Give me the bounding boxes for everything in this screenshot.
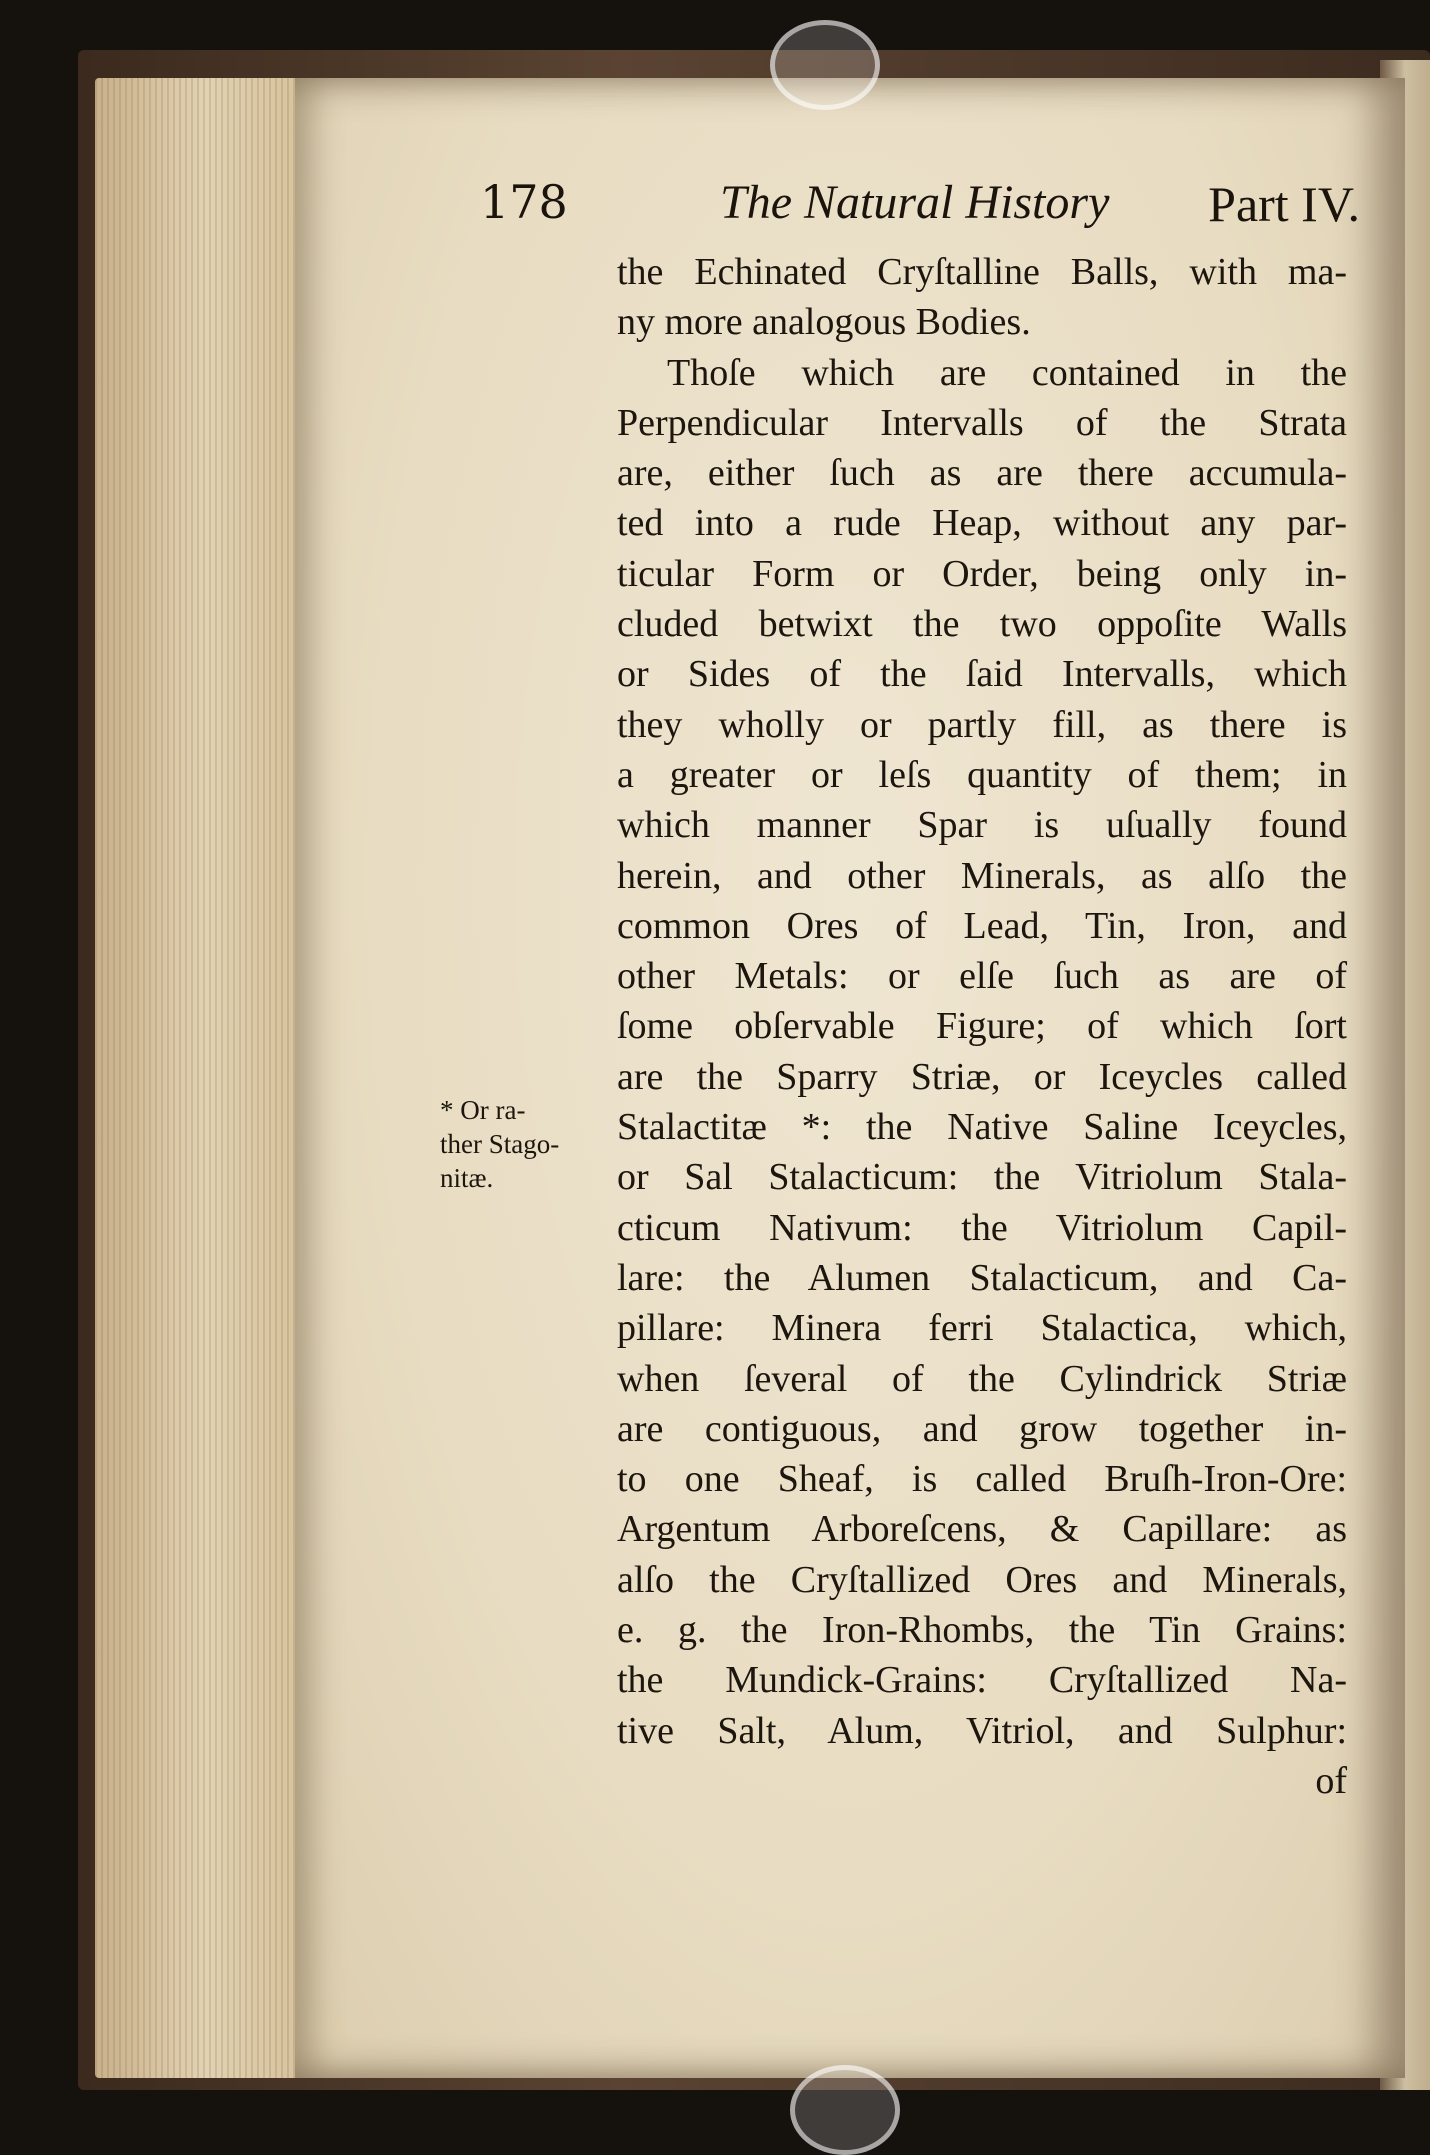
marginal-note-line: ther Stago- <box>440 1129 560 1159</box>
text-line: they wholly or partly fill, as there is <box>617 703 1347 746</box>
text-line: other Metals: or elſe ſuch as are of <box>617 955 1347 998</box>
marginal-note-line: * Or ra- <box>440 1095 526 1125</box>
text-line: alſo the Cryſtallized Ores and Minerals, <box>617 1558 1347 1601</box>
text-line: cticum Nativum: the Vitriolum Capil- <box>617 1206 1347 1249</box>
text-line: ticular Form or Order, being only in- <box>617 552 1347 595</box>
text-line: Perpendicular Intervalls of the Strata <box>617 401 1347 444</box>
text-line: the Mundick-Grains: Cryſtallized Na- <box>617 1659 1347 1702</box>
body-text <box>617 247 1347 1806</box>
text-line: the Echinated Cryſtalline Balls, with ma- <box>617 251 1347 293</box>
text-line: pillare: Minera ferri Stalactica, which, <box>617 1307 1347 1350</box>
text-line: e. g. the Iron-Rhombs, the Tin Grains: <box>617 1609 1347 1652</box>
running-title: The Natural History <box>720 176 1110 229</box>
text-line: tive Salt, Alum, Vitriol, and Sulphur: <box>617 1709 1347 1752</box>
text-line: Thoſe which are contained in the <box>667 351 1347 394</box>
text-line: to one Sheaf, is called Bruſh-Iron-Ore: <box>617 1458 1347 1501</box>
text-line: are, either ſuch as are there accumula- <box>617 452 1347 495</box>
text-line: or Sal Stalacticum: the Vitriolum Stala- <box>617 1156 1347 1199</box>
page-number: 178 <box>480 175 568 229</box>
marginal-note-line: nitæ. <box>440 1163 494 1193</box>
text-line: when ſeveral of the Cylindrick Striæ <box>617 1357 1347 1400</box>
text-line: lare: the Alumen Stalacticum, and Ca- <box>617 1256 1347 1299</box>
text-line: are contiguous, and grow together in- <box>617 1407 1347 1450</box>
text-line: ſome obſervable Figure; of which ſort <box>617 1005 1347 1048</box>
catchword: of <box>1315 1759 1347 1802</box>
running-part: Part IV. <box>1208 176 1360 232</box>
page-clip-top <box>770 20 880 110</box>
text-line: are the Sparry Striæ, or Iceycles called <box>617 1055 1347 1098</box>
text-line: Argentum Arboreſcens, & Capillare: as <box>617 1508 1347 1551</box>
text-line: or Sides of the ſaid Intervalls, which <box>617 653 1347 696</box>
page-clip-bottom <box>790 2065 900 2155</box>
text-line: ted into a rude Heap, without any par- <box>617 502 1347 545</box>
text-line: Stalactitæ *: the Native Saline Iceycles, <box>617 1106 1347 1149</box>
text-line: herein, and other Minerals, as alſo the <box>617 854 1347 897</box>
text-line: ny more analogous Bodies. <box>617 301 1031 344</box>
text-line: which manner Spar is uſually found <box>617 804 1347 847</box>
text-line: common Ores of Lead, Tin, Iron, and <box>617 904 1347 947</box>
text-line: cluded betwixt the two oppoſite Walls <box>617 603 1347 646</box>
running-head <box>480 175 1360 245</box>
page-edges <box>95 78 295 2078</box>
marginal-note <box>440 1093 610 1195</box>
text-line: a greater or leſs quantity of them; in <box>617 753 1347 796</box>
